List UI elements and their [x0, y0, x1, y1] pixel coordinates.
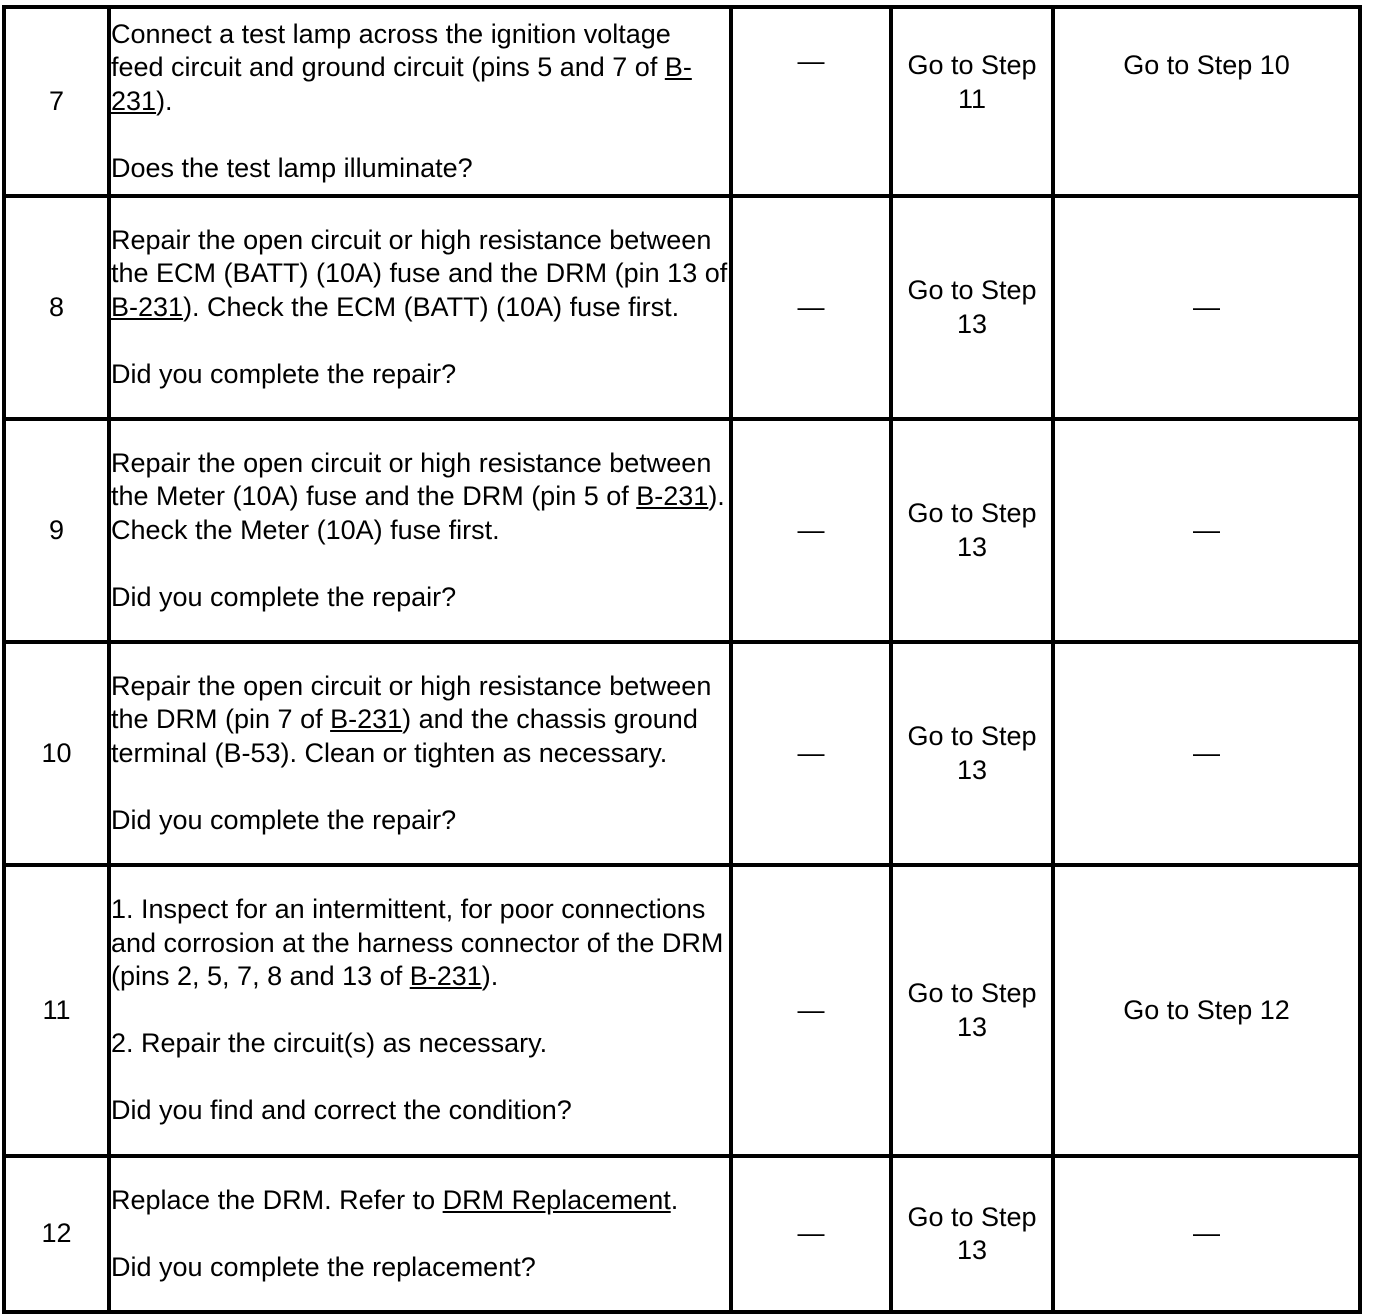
question-text: Did you complete the repair? — [111, 804, 457, 835]
question-text: Did you find and correct the condition? — [111, 1095, 572, 1126]
yes-step-number[interactable]: 13 — [956, 308, 988, 339]
yes-goto-link[interactable]: Go to Step — [907, 275, 1037, 305]
step-number: 8 — [4, 196, 109, 419]
step-number: 11 — [4, 865, 109, 1156]
action-text: Repair the open circuit or high resistance between the ECM (BATT) (10A) fuse and the DRM (pin 13 of B-231). Check the ECM (BATT) (10A) fuse first. — [111, 224, 728, 322]
yes-step-number[interactable]: 13 — [956, 1235, 988, 1265]
action-cell — [109, 865, 731, 1156]
action-text: Repair the open circuit or high resistance between the Meter (10A) fuse and the DRM (pin 5 of B-231). Check the Meter (10A) fuse first. — [111, 447, 725, 545]
action-text: Repair the open circuit or high resistance between the DRM (pin 7 of B-231) and the chassis ground terminal (B-53). Clean or tighten as necessary. — [111, 670, 712, 768]
connector-link[interactable]: B-231 — [636, 481, 709, 512]
yes-step-number[interactable]: 11 — [957, 83, 987, 114]
yes-cell — [891, 196, 1053, 419]
values-cell: — — [731, 865, 891, 1156]
question-text: Did you complete the repair? — [111, 358, 457, 389]
action-cell — [109, 642, 731, 865]
step-number: 12 — [4, 1156, 109, 1312]
step-number: 7 — [4, 7, 109, 196]
no-goto-link[interactable]: Go to Step 12 — [1053, 865, 1360, 1156]
yes-cell — [891, 642, 1053, 865]
no-cell: — — [1053, 196, 1360, 419]
yes-cell — [891, 419, 1053, 642]
table-row — [4, 7, 1360, 196]
yes-goto-link[interactable]: Go to Step — [907, 50, 1037, 80]
action-cell — [109, 7, 731, 196]
connector-link[interactable]: B-231 — [330, 704, 403, 735]
question-text: Did you complete the repair? — [111, 581, 457, 612]
no-goto-link[interactable]: Go to Step 10 — [1053, 7, 1360, 196]
yes-cell — [891, 7, 1053, 196]
connector-link[interactable]: B-231 — [409, 961, 482, 992]
table-row — [4, 865, 1360, 1156]
action-text: Connect a test lamp across the ignition voltage feed circuit and ground circuit (pins 5 and 7 of B-231). — [111, 18, 692, 116]
diagnostic-table — [2, 5, 1362, 1314]
values-cell: — — [731, 7, 891, 196]
action-cell — [109, 419, 731, 642]
values-cell: — — [731, 1156, 891, 1312]
question-text: Did you complete the replacement? — [111, 1251, 536, 1282]
values-cell: — — [731, 642, 891, 865]
values-cell: — — [731, 196, 891, 419]
yes-goto-link[interactable]: Go to Step — [907, 498, 1037, 528]
no-cell: — — [1053, 642, 1360, 865]
question-text: Does the test lamp illuminate? — [111, 152, 473, 183]
yes-cell — [891, 1156, 1053, 1312]
step-number: 10 — [4, 642, 109, 865]
no-cell: — — [1053, 1156, 1360, 1312]
yes-cell — [891, 865, 1053, 1156]
replacement-link[interactable]: DRM Replacement — [442, 1184, 671, 1215]
action-text-step-2: 2. Repair the circuit(s) as necessary. — [111, 1028, 548, 1059]
yes-goto-link[interactable]: Go to Step — [907, 1201, 1037, 1232]
action-cell — [109, 196, 731, 419]
yes-goto-link[interactable]: Go to Step — [907, 978, 1037, 1008]
action-cell — [109, 1156, 731, 1312]
table-row — [4, 419, 1360, 642]
no-cell: — — [1053, 419, 1360, 642]
values-cell: — — [731, 419, 891, 642]
yes-goto-link[interactable]: Go to Step — [907, 721, 1037, 751]
connector-link[interactable]: B-231 — [111, 52, 692, 116]
connector-link[interactable]: B-231 — [111, 291, 184, 322]
step-number: 9 — [4, 419, 109, 642]
table-row — [4, 196, 1360, 419]
yes-step-number[interactable]: 13 — [956, 531, 988, 562]
action-text: Replace the DRM. Refer to DRM Replacement. — [111, 1184, 679, 1215]
yes-step-number[interactable]: 13 — [956, 754, 988, 785]
table-row — [4, 642, 1360, 865]
action-text: 1. Inspect for an intermittent, for poor connections and corrosion at the harness connector of the DRM (pins 2, 5, 7, 8 and 13 of B-231). — [111, 894, 724, 992]
table-row — [4, 1156, 1360, 1312]
yes-step-number[interactable]: 13 — [956, 1011, 988, 1042]
